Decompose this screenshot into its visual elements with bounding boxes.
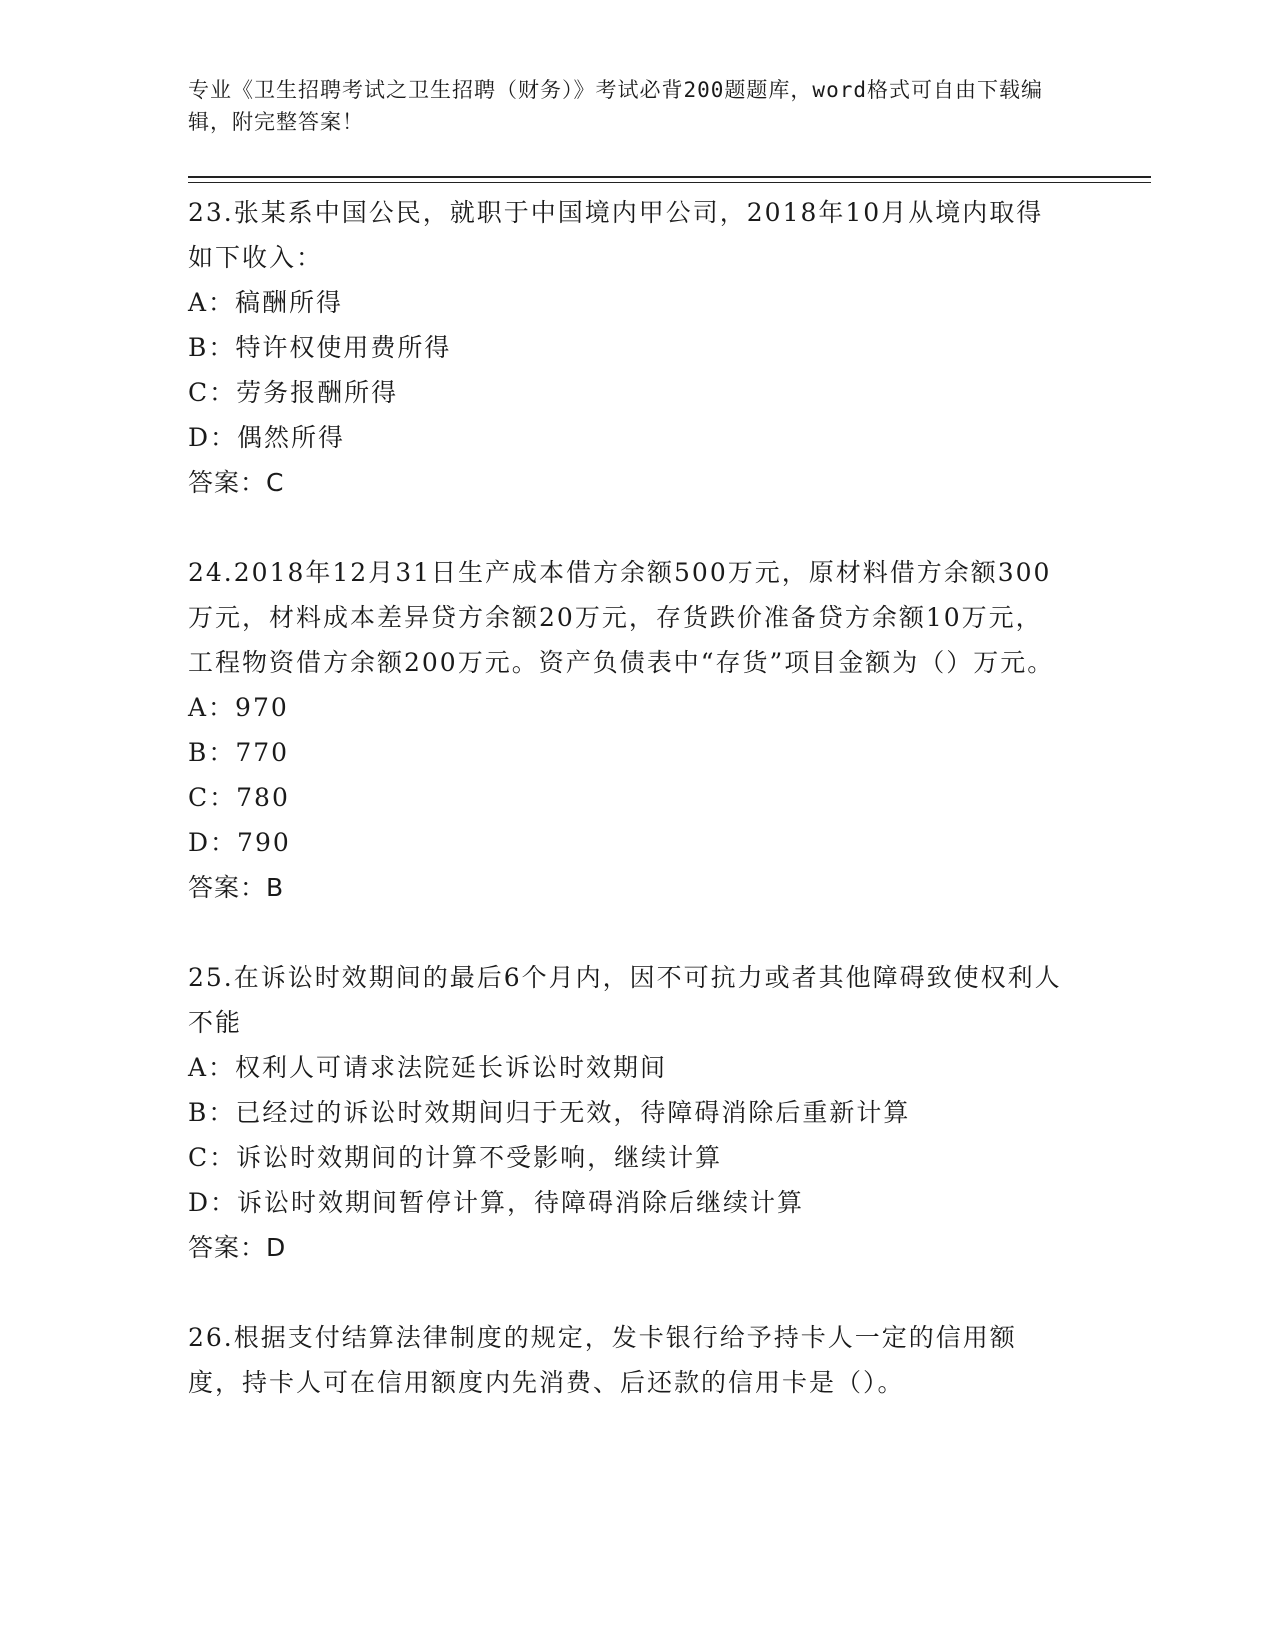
option-b: B：770 <box>188 738 290 767</box>
question-23 <box>188 190 1068 505</box>
question-26 <box>188 1315 1068 1405</box>
spacer <box>188 505 1068 550</box>
header-rule-thin <box>188 182 1151 183</box>
question-stem: 25.在诉讼时效期间的最后6个月内，因不可抗力或者其他障碍致使权利人不能 <box>188 963 1062 1037</box>
option-a: A：稿酬所得 <box>188 288 344 317</box>
option-c: C：诉讼时效期间的计算不受影响，继续计算 <box>188 1143 723 1172</box>
question-stem: 23.张某系中国公民，就职于中国境内甲公司，2018年10月从境内取得如下收入： <box>188 198 1044 272</box>
option-c: C：780 <box>188 783 290 812</box>
spacer <box>188 1270 1068 1315</box>
option-c: C：劳务报酬所得 <box>188 378 399 407</box>
option-d: D：诉讼时效期间暂停计算，待障碍消除后继续计算 <box>188 1188 805 1217</box>
header-intro: 专业《卫生招聘考试之卫生招聘（财务）》考试必背200题题库，word格式可自由下载编辑，附完整答案！ <box>188 78 1043 134</box>
option-b: B：已经过的诉讼时效期间归于无效，待障碍消除后重新计算 <box>188 1098 911 1127</box>
answer: 答案：D <box>188 1233 287 1262</box>
question-25 <box>188 955 1068 1270</box>
answer: 答案：B <box>188 873 285 902</box>
answer: 答案：C <box>188 468 285 497</box>
option-a: A：970 <box>188 693 289 722</box>
question-stem: 24.2018年12月31日生产成本借方余额500万元，原材料借方余额300万元，材料成本差异贷方余额20万元，存货跌价准备贷方余额10万元，工程物资借方余额200万元。资产负债表中“存货”项目金额为（）万元。 <box>188 558 1055 677</box>
option-b: B：特许权使用费所得 <box>188 333 452 362</box>
spacer <box>188 910 1068 955</box>
question-list <box>188 190 1068 1405</box>
option-d: D：偶然所得 <box>188 423 346 452</box>
header-rule-thick <box>188 176 1151 178</box>
question-stem: 26.根据支付结算法律制度的规定，发卡银行给予持卡人一定的信用额度，持卡人可在信用额度内先消费、后还款的信用卡是（）。 <box>188 1323 1017 1397</box>
option-a: A：权利人可请求法院延长诉讼时效期间 <box>188 1053 668 1082</box>
option-d: D：790 <box>188 828 291 857</box>
question-24 <box>188 550 1068 910</box>
